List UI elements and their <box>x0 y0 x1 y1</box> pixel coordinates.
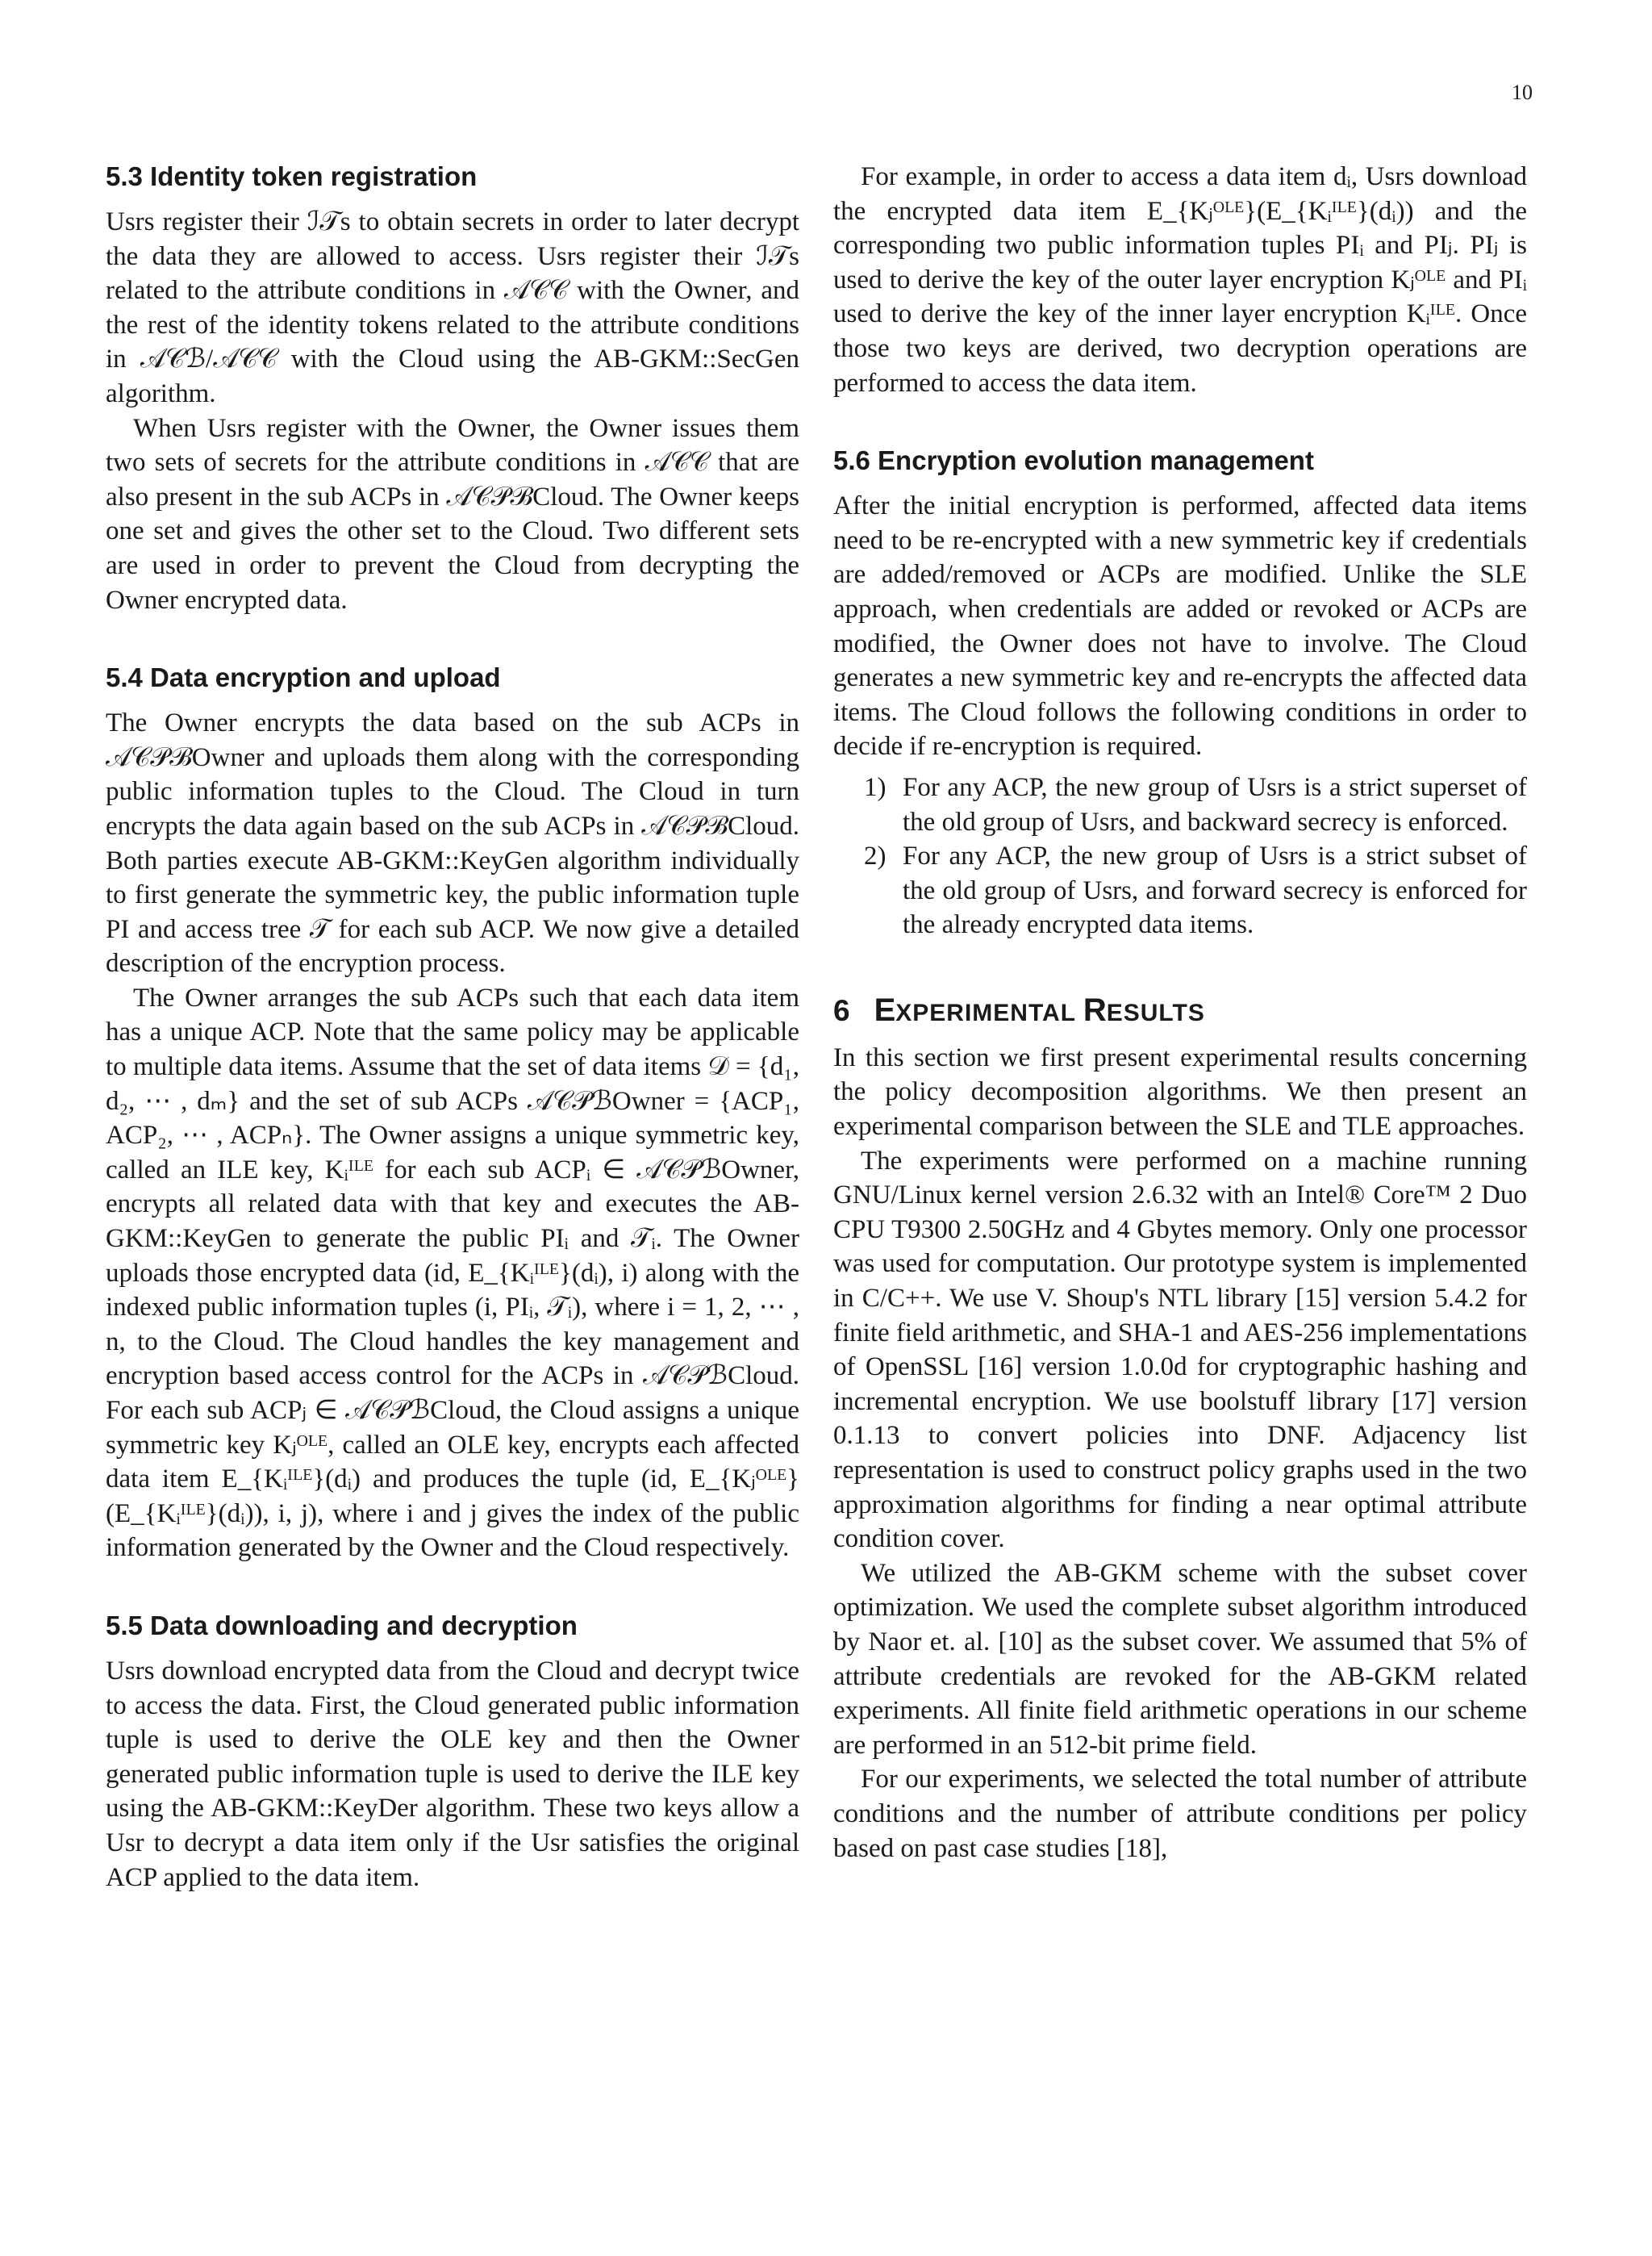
section-5-5-heading: 5.5 Data downloading and decryption <box>106 1610 578 1640</box>
section-5-4-paragraph-2: The Owner arranges the sub ACPs such that each data item has a unique ACP. Note that the same policy may be applicable to multiple data items. Assume that the set of data items 𝒟 = {d₁, d₂, ⋯ , dₘ} and the set of sub ACPs 𝒜𝒞𝒫ℬOwner = {ACP₁, ACP₂, ⋯ , ACPₙ}. The Owner assigns a unique symmetric key, called an ILE key, Kᵢᴵᴸᴱ for each sub ACPᵢ ∈ 𝒜𝒞𝒫ℬOwner, encrypts all related data with that key and executes the AB-GKM::KeyGen to generate the public PIᵢ and 𝒯ᵢ. The Owner uploads those encrypted data (id, E_{Kᵢᴵᴸᴱ}(dᵢ), i) along with the indexed public information tuples (i, PIᵢ, 𝒯ᵢ), where i = 1, 2, ⋯ , n, to the Cloud. The Cloud handles the key management and encryption based access control for the ACPs in 𝒜𝒞𝒫ℬCloud. For each sub ACPⱼ ∈ 𝒜𝒞𝒫ℬCloud, the Cloud assigns a unique symmetric key Kⱼᴼᴸᴱ, called an OLE key, encrypts each affected data item E_{Kᵢᴵᴸᴱ}(dᵢ) and produces the tuple (id, E_{Kⱼᴼᴸᴱ}(E_{Kᵢᴵᴸᴱ}(dᵢ)), i, j), where i and j gives the index of the public information generated by the Owner and the Cloud respectively. <box>106 983 799 1563</box>
section-6-paragraph-3: We utilized the AB-GKM scheme with the subset cover optimization. We used the complete subset algorithm introduced by Naor et. al. [10] as the subset cover. We assumed that 5% of attribute credentials are revoked for the AB-GKM related experiments. All finite field arithmetic operations in our scheme are performed in an 512-bit prime field. <box>833 1558 1527 1760</box>
section-5-3-heading: 5.3 Identity token registration <box>106 161 478 191</box>
section-6-number: 6 <box>833 993 850 1027</box>
section-5-3-paragraph-2: When Usrs register with the Owner, the Owner issues them two sets of secrets for the attribute conditions in 𝒜𝒞𝒞 that are also present in the sub ACPs in 𝒜𝒞𝒫ℬCloud. The Owner keeps one set and gives the other set to the Cloud. Two different sets are used in order to prevent the Cloud from decrypting the Owner encrypted data. <box>106 413 799 615</box>
list-item-text: For any ACP, the new group of Usrs is a strict subset of the old group of Usrs, and forward secrecy is enforced for the already encrypted data items. <box>903 842 1527 940</box>
section-5-6-heading: 5.6 Encryption evolution management <box>833 445 1314 476</box>
list-item <box>833 771 1527 839</box>
right-column <box>833 160 1527 1865</box>
section-6-title-part: R <box>1083 992 1107 1028</box>
section-6-paragraph-1: In this section we first present experimental results concerning the policy decomposition algorithms. We then present an experimental comparison between the SLE and TLE approaches. <box>833 1042 1527 1142</box>
section-5-5-paragraph-1: Usrs download encrypted data from the Cloud and decrypt twice to access the data. First, the Cloud generated public information tuple is used to derive the OLE key and then the Owner generated public information tuple is used to derive the ILE key using the AB-GKM::KeyDer algorithm. These two keys allow a Usr to decrypt a data item only if the Usr satisfies the original ACP applied to the data item. <box>106 1656 799 1892</box>
section-6-heading <box>833 992 1527 1031</box>
section-5-4-heading: 5.4 Data encryption and upload <box>106 662 501 693</box>
section-5-3-paragraph-1: Usrs register their ℐ𝒯s to obtain secrets in order to later decrypt the data they are allowed to access. Usrs register their ℐ𝒯s related to the attribute conditions in 𝒜𝒞𝒞 with the Owner, and the rest of the identity tokens related to the attribute conditions in 𝒜𝒞ℬ/𝒜𝒞𝒞 with the Cloud using the AB-GKM::SecGen algorithm. <box>106 207 799 408</box>
section-5-6-paragraph-1: After the initial encryption is performed, affected data items need to be re-encrypted with a new symmetric key if credentials are added/removed or ACPs are modified. Unlike the SLE approach, when credentials are added or revoked or ACPs are modified, the Owner does not have to involve. The Cloud generates a new symmetric key and re-encrypts the affected data items. The Cloud follows the following conditions in order to decide if re-encryption is required. <box>833 491 1527 762</box>
list-item <box>833 839 1527 942</box>
list-marker: 1) <box>864 772 886 802</box>
section-5-5-continued-paragraph: For example, in order to access a data item dᵢ, Usrs download the encrypted data item E_{Kⱼᴼᴸᴱ}(E_{Kᵢᴵᴸᴱ}(dᵢ)) and the corresponding two public information tuples PIᵢ and PIⱼ. PIⱼ is used to derive the key of the outer layer encryption Kⱼᴼᴸᴱ and PIᵢ used to derive the key of the inner layer encryption Kᵢᴵᴸᴱ. Once those two keys are derived, two decryption operations are performed to access the data item. <box>833 162 1527 398</box>
section-5-4-paragraph-1: The Owner encrypts the data based on the sub ACPs in 𝒜𝒞𝒫ℬOwner and uploads them along with the corresponding public information tuples to the Cloud. The Cloud in turn encrypts the data again based on the sub ACPs in 𝒜𝒞𝒫ℬCloud. Both parties execute AB-GKM::KeyGen algorithm individually to first generate the symmetric key, the public information tuple PI and access tree 𝒯 for each sub ACP. We now give a detailed description of the encryption process. <box>106 708 799 979</box>
section-6-paragraph-2: The experiments were performed on a machine running GNU/Linux kernel version 2.6.32 with an Intel® Core™ 2 Duo CPU T9300 2.50GHz and 4 Gbytes memory. Only one processor was used for computation. Our prototype system is implemented in C/C++. We use V. Shoup's NTL library [15] version 5.4.2 for finite field arithmetic, and SHA-1 and AES-256 implementations of OpenSSL [16] version 1.0.0d for cryptographic hashing and incremental encryption. We use boolstuff library [17] version 0.1.13 to convert policies into DNF. Adjacency list representation is used to construct policy graphs used in the two approximation algorithms for finding a near optimal attribute condition cover. <box>833 1146 1527 1554</box>
section-6-title-part: XPERIMENTAL <box>895 999 1083 1026</box>
list-item-text: For any ACP, the new group of Usrs is a strict superset of the old group of Usrs, and backward secrecy is enforced. <box>903 772 1527 837</box>
section-6-title-part: ESULTS <box>1106 999 1205 1026</box>
section-6-paragraph-4: For our experiments, we selected the total number of attribute conditions and the number of attribute conditions per policy based on past case studies [18], <box>833 1765 1527 1863</box>
page-number: 10 <box>1512 81 1533 104</box>
re-encryption-conditions-list <box>833 771 1527 942</box>
section-6-title-part: E <box>874 992 896 1028</box>
list-marker: 2) <box>864 842 886 871</box>
left-column <box>106 160 799 1895</box>
